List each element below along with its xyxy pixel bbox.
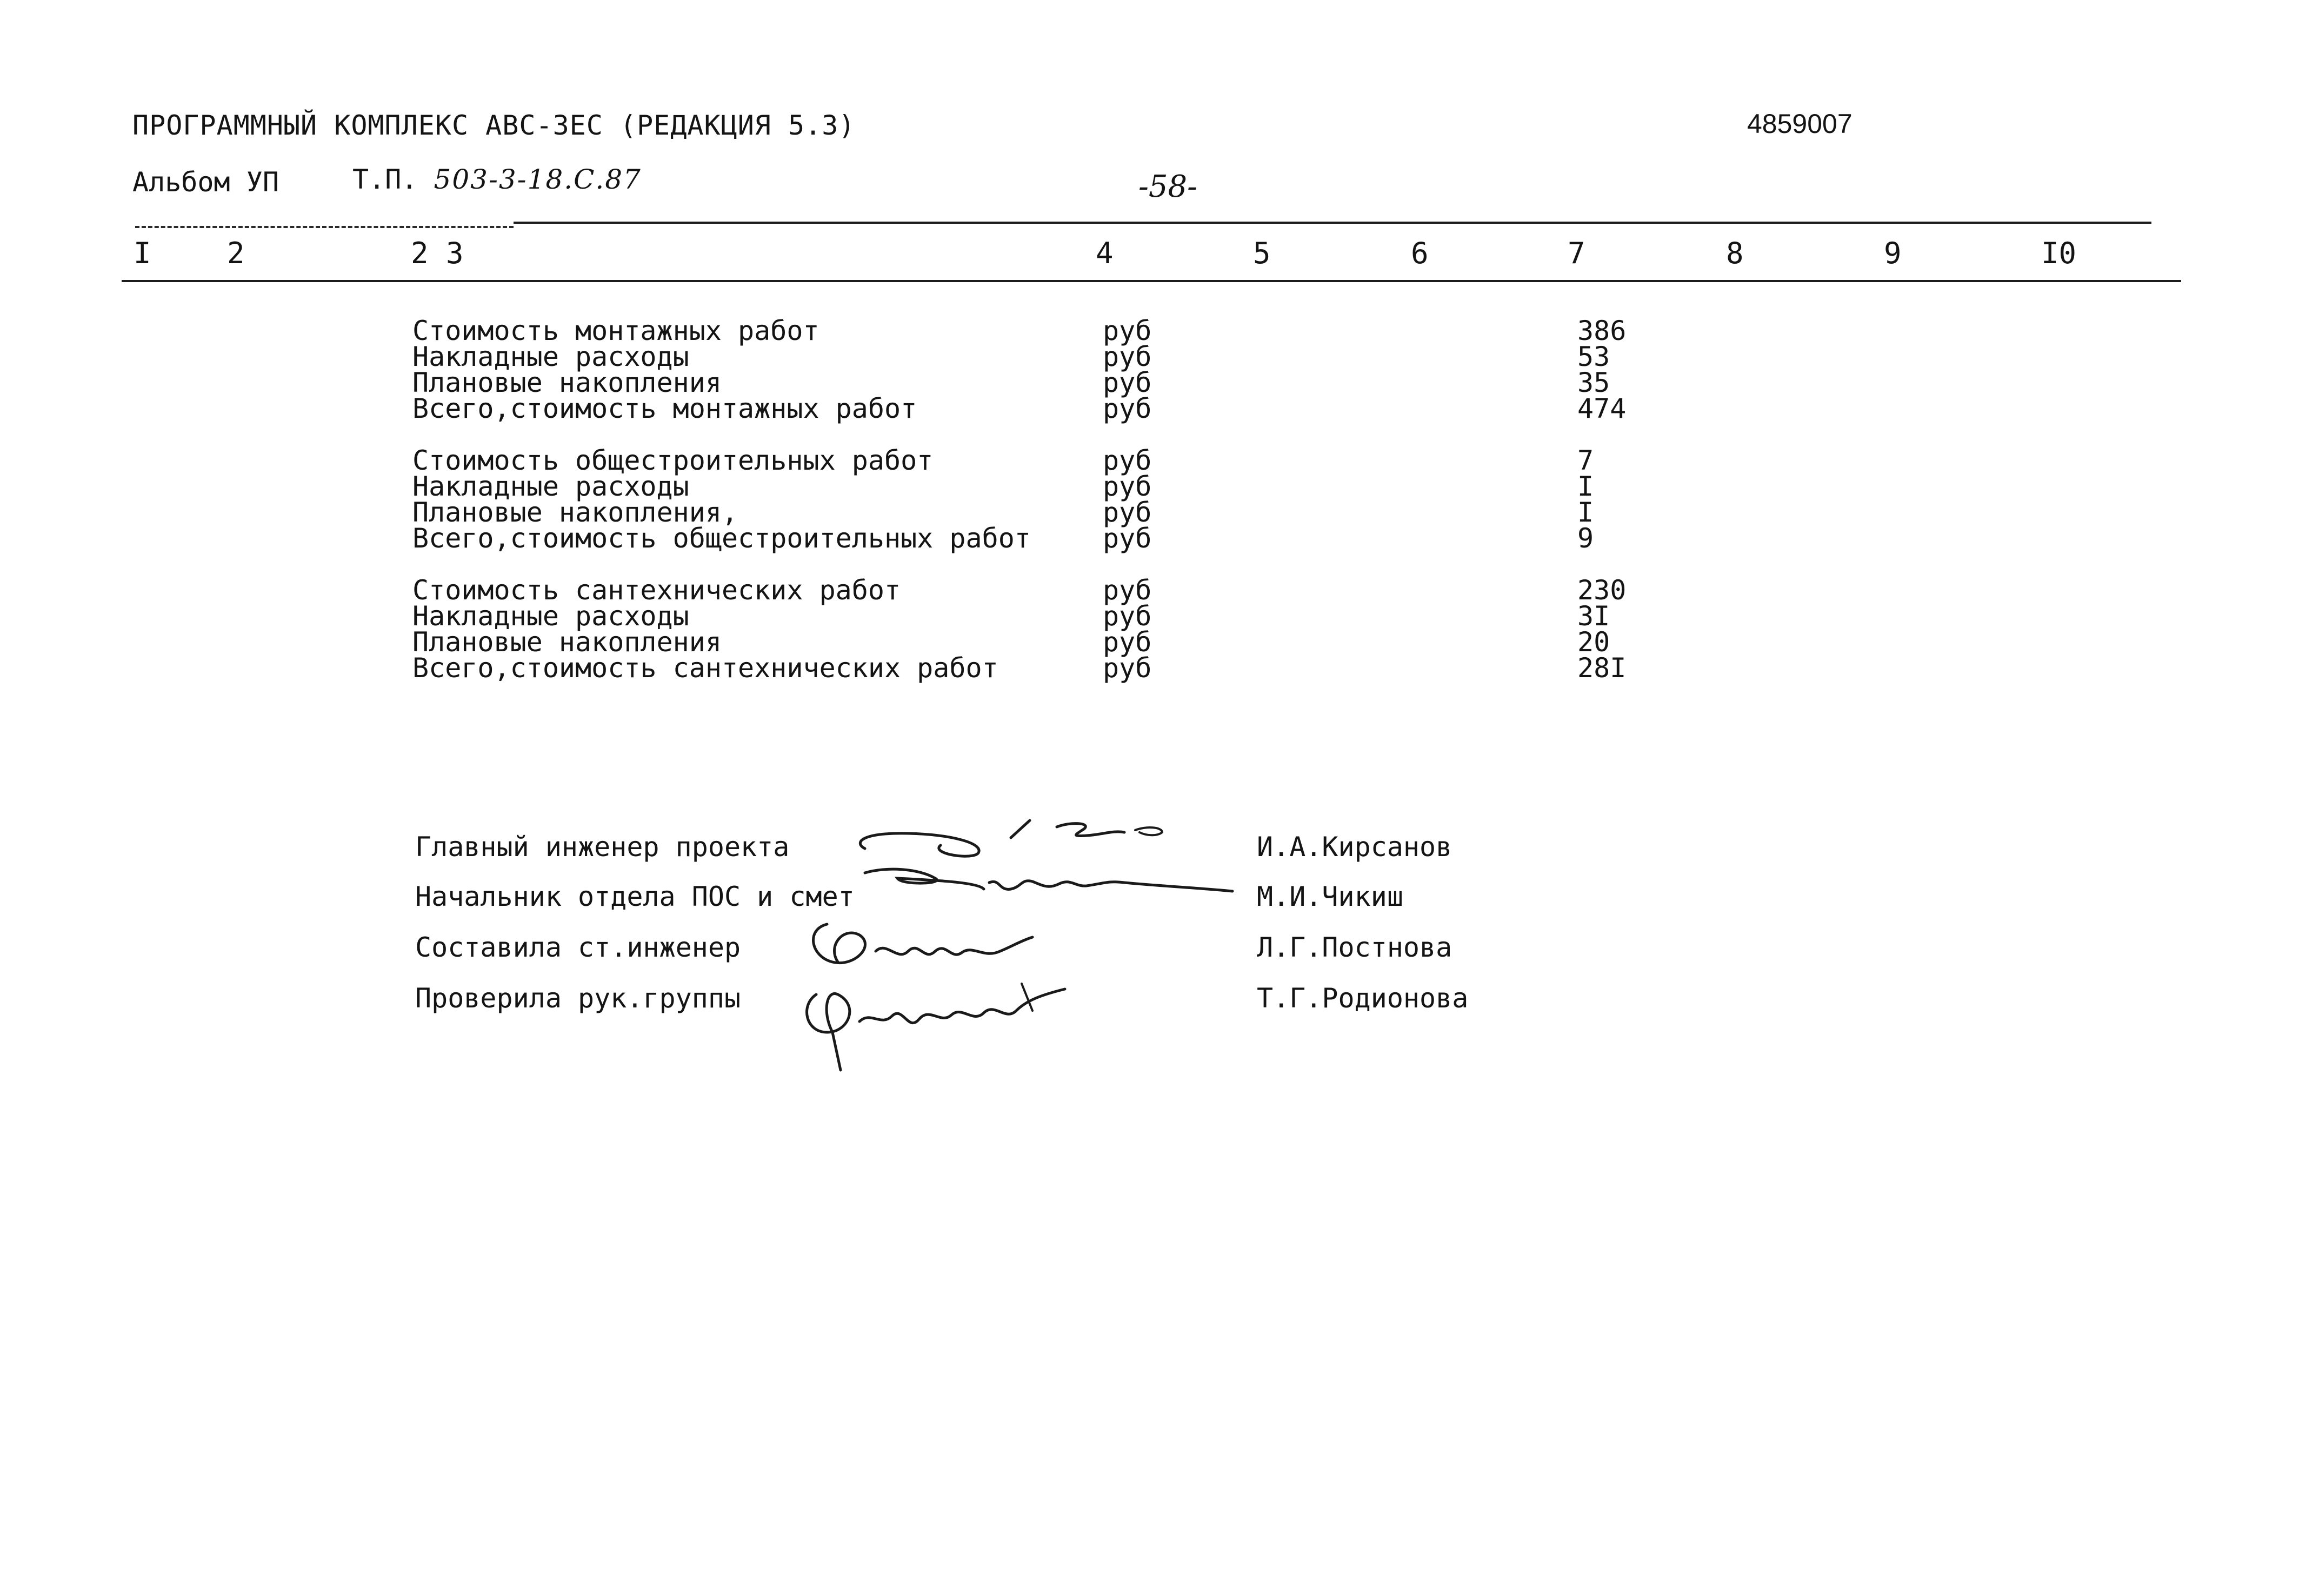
row-unit: руб: [1103, 523, 1152, 554]
signature-name-department-head: М.И.Чикиш: [1257, 881, 1403, 912]
row-value: 7: [1577, 445, 1594, 476]
column-header-8: 8: [1726, 236, 1744, 270]
row-value: 20: [1577, 626, 1610, 658]
signature-name-checked-by: Т.Г.Родионова: [1257, 983, 1469, 1014]
row-value: 53: [1577, 341, 1610, 372]
program-title: ПРОГРАММНЫЙ КОМПЛЕКС АВС-ЗЕС (РЕДАКЦИЯ 5.3): [132, 110, 856, 141]
row-value: 35: [1577, 367, 1610, 398]
row-value: 9: [1577, 523, 1594, 554]
column-header-10: I0: [2041, 236, 2077, 270]
table-row: [0, 315, 2299, 346]
project-number: [352, 164, 642, 195]
row-unit: руб: [1103, 445, 1152, 476]
column-header-7: 7: [1568, 236, 1585, 270]
row-description: Плановые накопления,: [412, 497, 738, 528]
signature-role-checked-by: Проверила рук.группы: [415, 983, 741, 1014]
signature-role-department-head: Начальник отдела ПОС и смет: [415, 881, 855, 912]
row-description: Всего,стоимость общестроительных работ: [412, 523, 1031, 554]
table-row: [0, 367, 2299, 398]
row-description: Накладные расходы: [412, 471, 689, 502]
signature-name-compiled-by: Л.Г.Постнова: [1257, 932, 1452, 963]
page-number: -58-: [1138, 169, 1198, 204]
column-header-1: I: [134, 236, 151, 270]
album-label: Альбом УП: [132, 166, 279, 198]
handwritten-signature-checked-by: [795, 973, 1076, 1081]
table-row: [0, 445, 2299, 476]
row-unit: руб: [1103, 575, 1152, 606]
row-value: I: [1577, 471, 1594, 502]
signature-role-compiled-by: Составила ст.инженер: [415, 932, 741, 963]
table-row: [0, 471, 2299, 502]
header-rule-top-dashed: [135, 226, 514, 228]
column-header-2-3: 2 3: [411, 236, 464, 270]
row-description: Стоимость сантехнических работ: [412, 575, 901, 606]
column-header-2: 2: [227, 236, 245, 270]
header-rule-bottom: [122, 280, 2181, 282]
row-description: Накладные расходы: [412, 600, 689, 632]
table-row: [0, 626, 2299, 658]
row-unit: руб: [1103, 652, 1152, 684]
row-unit: руб: [1103, 341, 1152, 372]
column-header-6: 6: [1411, 236, 1429, 270]
row-description: Стоимость общестроительных работ: [412, 445, 934, 476]
row-unit: руб: [1103, 600, 1152, 632]
project-number-label: Т.П.: [352, 164, 418, 195]
table-row: [0, 575, 2299, 606]
row-unit: руб: [1103, 315, 1152, 346]
row-value: I: [1577, 497, 1594, 528]
signature-name-chief-engineer: И.А.Кирсанов: [1257, 831, 1452, 863]
table-row: [0, 497, 2299, 528]
row-unit: руб: [1103, 367, 1152, 398]
table-row: [0, 393, 2299, 424]
table-row: [0, 652, 2299, 684]
row-description: Всего,стоимость сантехнических работ: [412, 652, 998, 684]
row-unit: руб: [1103, 471, 1152, 502]
row-value: 28I: [1577, 652, 1627, 684]
row-description: Накладные расходы: [412, 341, 689, 372]
column-header-4: 4: [1096, 236, 1114, 270]
row-unit: руб: [1103, 626, 1152, 658]
row-description: Плановые накопления: [412, 367, 722, 398]
row-unit: руб: [1103, 497, 1152, 528]
row-unit: руб: [1103, 393, 1152, 424]
row-description: Всего,стоимость монтажных работ: [412, 393, 917, 424]
row-description: Стоимость монтажных работ: [412, 315, 819, 346]
row-value: 386: [1577, 315, 1627, 346]
table-row: [0, 341, 2299, 372]
row-value: 3I: [1577, 600, 1610, 632]
document-code: 4859007: [1747, 109, 1852, 139]
column-header-9: 9: [1884, 236, 1902, 270]
table-row: [0, 600, 2299, 632]
signature-role-chief-engineer: Главный инженер проекта: [415, 831, 790, 863]
row-description: Плановые накопления: [412, 626, 722, 658]
table-row: [0, 523, 2299, 554]
row-value: 474: [1577, 393, 1627, 424]
column-header-5: 5: [1253, 236, 1271, 270]
project-number-handwritten: 503-3-18.С.87: [434, 164, 642, 195]
row-value: 230: [1577, 575, 1627, 606]
header-rule-top: [514, 222, 2151, 224]
handwritten-signature-department-head: [854, 857, 1243, 916]
